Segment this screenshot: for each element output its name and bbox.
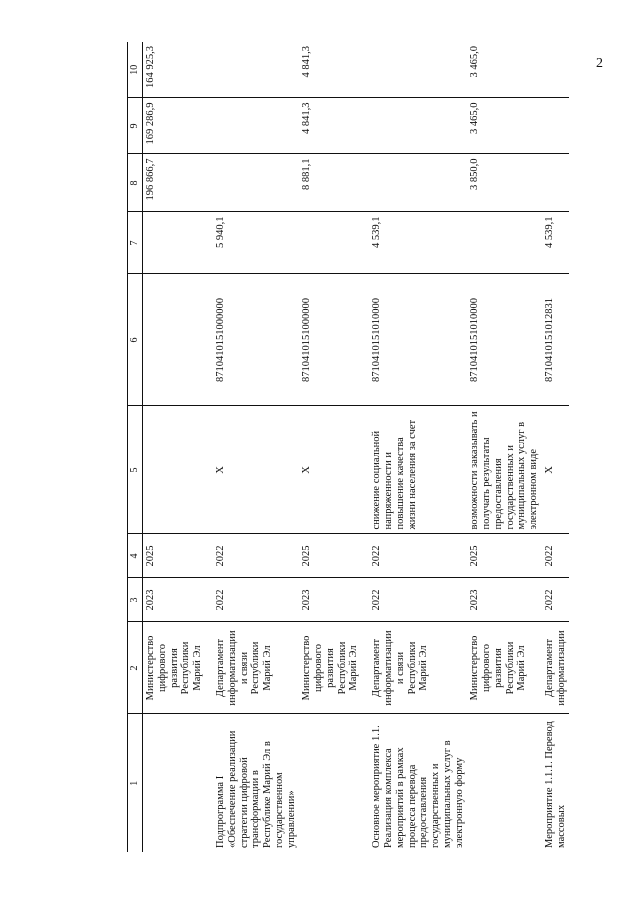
program-name-cell [299, 714, 369, 852]
budget-code-cell: 8710410151010000 [467, 274, 542, 406]
header-row [128, 42, 143, 852]
start-year-cell: 2022 [369, 578, 467, 622]
program-name-cell [467, 714, 542, 852]
program-name-cell: Основное мероприятие 1.1. Реализация комплекса мероприятий в рамках процесса перевода предоставления государственных и муниципальных услуг в электронную форму [371, 725, 465, 848]
col-header-7: 7 [128, 212, 143, 274]
amount-col7-cell: 5 940,1 [213, 212, 299, 274]
end-year-cell: 2025 [143, 534, 214, 578]
amount-col8-cell [369, 154, 467, 212]
agency-cell: Департамент информатизации и связи Республики Марий Эл [369, 622, 467, 714]
amount-col9-cell: 4 841,3 [299, 98, 369, 154]
agency-cell: Министерство цифрового развития Республики Марий Эл [143, 622, 214, 714]
page-number: 2 [596, 56, 603, 71]
col-header-9: 9 [128, 98, 143, 154]
amount-col9-cell [542, 98, 570, 154]
amount-col7-cell: 4 539,1 [542, 212, 570, 274]
amount-col9-cell: 169 286,9 [143, 98, 214, 154]
start-year-cell: 2022 [542, 578, 570, 622]
budget-code-cell [143, 274, 214, 406]
end-year-cell: 2022 [213, 534, 299, 578]
table-row [299, 42, 369, 852]
amount-col8-cell: 8 881,1 [299, 154, 369, 212]
amount-col8-cell: 196 866,7 [143, 154, 214, 212]
col-header-6: 6 [128, 274, 143, 406]
budget-table [127, 42, 569, 852]
result-cell [143, 406, 214, 534]
amount-col9-cell: 3 465,0 [467, 98, 542, 154]
end-year-cell: 2025 [467, 534, 542, 578]
amount-col9-cell [213, 98, 299, 154]
agency-cell: Департамент информатизации и связи Республики Марий Эл [213, 622, 299, 714]
col-header-4: 4 [128, 534, 143, 578]
table-row [369, 42, 467, 852]
amount-col8-cell [542, 154, 570, 212]
amount-col8-cell: 3 850,0 [467, 154, 542, 212]
result-cell: X [542, 406, 570, 534]
budget-code-cell: 8710410151000000 [299, 274, 369, 406]
col-header-8: 8 [128, 154, 143, 212]
start-year-cell: 2023 [467, 578, 542, 622]
amount-col10-cell: 3 465,0 [467, 42, 542, 98]
budget-code-cell: 8710410151012831 [542, 274, 570, 406]
program-name-cell: Подпрограмма I «Обеспечение реализации стратегии цифровой трансформации в Республике Марий Эл в государственном управлении» [215, 730, 297, 848]
amount-col10-cell: 164 925,3 [143, 42, 214, 98]
col-header-5: 5 [128, 406, 143, 534]
result-cell: снижение социальной напряженности и повышение качества жизни населения за счет [369, 406, 467, 534]
program-name-cell: Мероприятие 1.1.1. Перевод массовых [543, 721, 567, 848]
amount-col7-cell [143, 212, 214, 274]
amount-col10-cell: 4 841,3 [299, 42, 369, 98]
start-year-cell: 2023 [299, 578, 369, 622]
end-year-cell: 2022 [369, 534, 467, 578]
rotated-table-container [127, 42, 627, 852]
amount-col7-cell: 4 539,1 [369, 212, 467, 274]
col-header-10: 10 [128, 42, 143, 98]
budget-code-cell: 8710410151010000 [369, 274, 467, 406]
start-year-cell: 2023 [143, 578, 214, 622]
table-row [467, 42, 542, 852]
table-row [542, 42, 570, 852]
table-row [213, 42, 299, 852]
col-header-3: 3 [128, 578, 143, 622]
col-header-2: 2 [128, 622, 143, 714]
result-cell: X [213, 406, 299, 534]
budget-code-cell: 8710410151000000 [213, 274, 299, 406]
amount-col10-cell [369, 42, 467, 98]
agency-cell: Министерство цифрового развития Республики Марий Эл [299, 622, 369, 714]
result-cell: возможности заказывать и получать результаты предоставления государственных и муниципальных услуг в электронном виде [467, 406, 542, 534]
amount-col7-cell [467, 212, 542, 274]
result-cell: X [299, 406, 369, 534]
amount-col10-cell [542, 42, 570, 98]
amount-col10-cell [213, 42, 299, 98]
col-header-1: 1 [128, 714, 143, 852]
end-year-cell: 2022 [542, 534, 570, 578]
start-year-cell: 2022 [213, 578, 299, 622]
amount-col7-cell [299, 212, 369, 274]
program-name-cell [143, 714, 214, 852]
agency-cell: Департамент информатизации [542, 622, 570, 714]
amount-col9-cell [369, 98, 467, 154]
end-year-cell: 2025 [299, 534, 369, 578]
agency-cell: Министерство цифрового развития Республики Марий Эл [467, 622, 542, 714]
amount-col8-cell [213, 154, 299, 212]
table-row [143, 42, 214, 852]
